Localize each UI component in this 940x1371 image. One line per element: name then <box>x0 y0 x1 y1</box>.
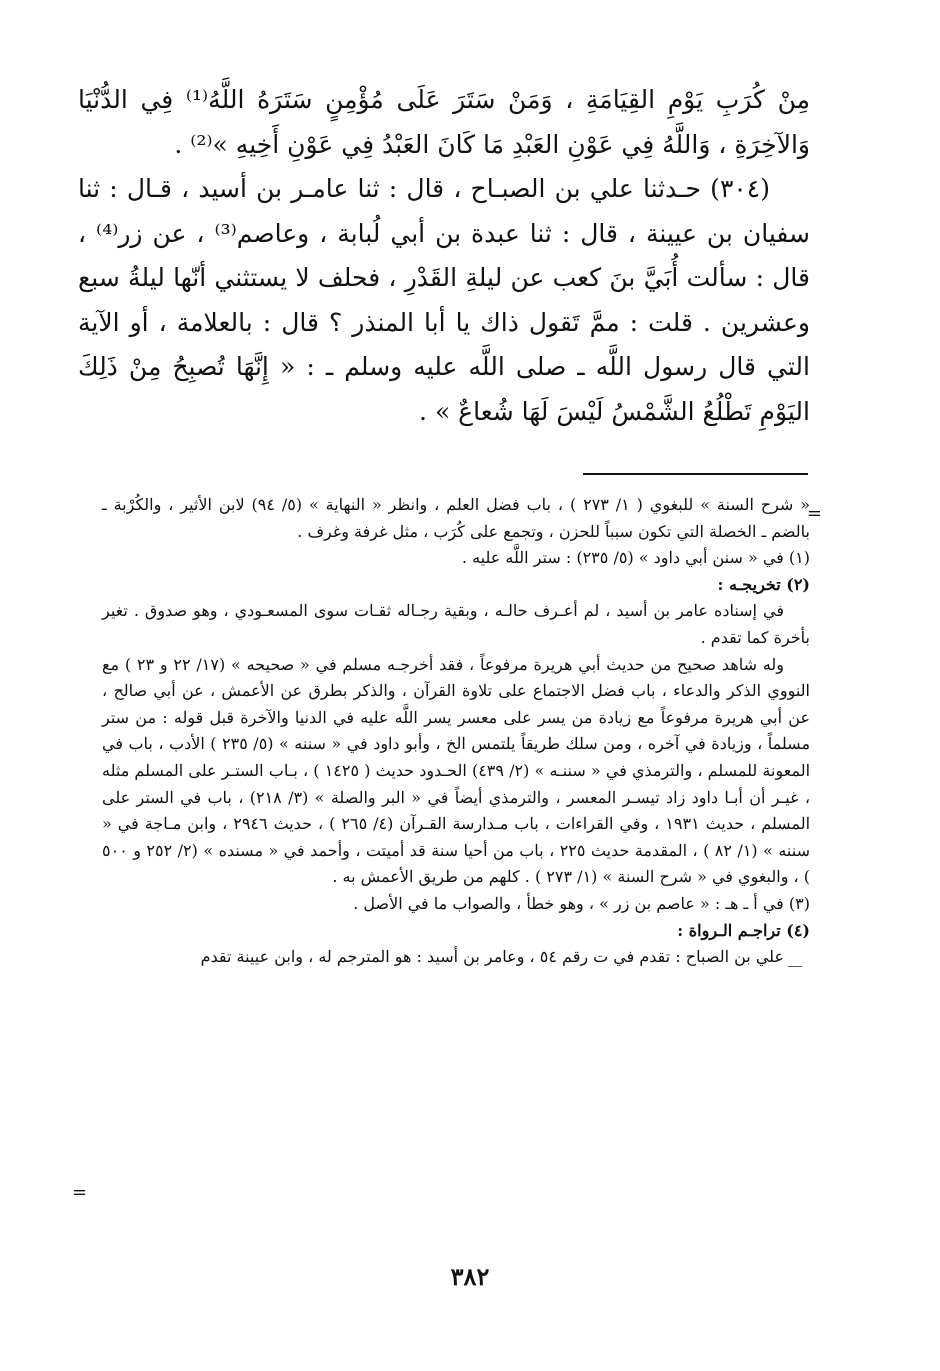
footnote-4-paragraph: علي بن الصباح : تقدم في ت رقم ٥٤ ، وعامر بن أسيد : هو المترجم له ، وابن عيينة تقدم <box>200 947 784 967</box>
page-number: ٣٨٢ <box>450 1262 490 1291</box>
footnote-continues-mark: = <box>72 1182 88 1203</box>
footnote-2-paragraph-1: في إسناده عامر بن أسيد ، لم أعـرف حالـه ، وبقية رجـاله ثقـات سوى المسعـودي ، وهو صدوق . تغير بأخرة كما تقدم . <box>102 601 810 647</box>
margin-dash-mark <box>788 966 802 967</box>
main-text-block <box>78 78 810 434</box>
hadith-304-paragraph: (٣٠٤) حـدثنا علي بن الصبـاح ، قال : ثنا عامـر بن أسيد ، قـال : ثنا سفيان بن عيينة ، قال : ثنا عبدة بن أبي لُبابة ، وعاصم⁽³⁾ ، عن زر⁽⁴⁾ ، قال : سألت أُبَيَّ بنَ كعب عن ليلةِ القَدْرِ ، فحلف لا يستثني أنّها ليلةُ سبع وعشرين . قلت : ممَّ تَقول ذاك يا أبا المنذر ؟ قال : بالعلامة ، أو الآية التي قال رسول اللَّه ـ صلى اللَّه عليه وسلم ـ : « إِنَّهَا تُصبِحُ مِنْ ذَلِكَ اليَوْمِ تَطْلُعُ الشَّمْسُ لَيْسَ لَهَا شُعاعٌ » . <box>78 174 810 426</box>
footnote-4-heading: (٤) تراجـم الـرواة : <box>677 920 810 940</box>
footnote-2-paragraph-2: وله شاهد صحيح من حديث أبي هريرة مرفوعاً ، فقد أخرجـه مسلم في « صحيحه » (١٧/ ٢٢ و ٢٣ ) مع النووي الذكر والدعاء ، باب فضل الاجتماع على تلاوة القرآن ، والذكر بطرق عن الأعمش ، عن أبي صالح ، عن أبي هريرة مرفوعاً مع زيادة من يسر على معسر يسر اللَّه عليه في الدنيا والآخرة قبل قوله : من ستر مسلماً ، وزيادة في آخره ، ومن سلك طريقاً يلتمس الخ ، وأبو داود في « سننه » (٥/ ٢٣٥ ) الأدب ، باب في المعونة للمسلم ، والترمذي في « سننـه » (٢/ ٤٣٩) الحـدود حديث ( ١٤٢٥ ) ، بـاب الستـر على المسلم مثله ، غيـر أن أبـا داود زاد تيسـر المعسر ، والترمذي أيضاً في « البر والصلة » (٣/ ٢١٨) ، باب في الستر على المسلم ، حديث ١٩٣١ ، وفي القراءات ، باب مـدارسة القـرآن (٤/ ٢٦٥ ) ، حديث ٢٩٤٦ ، وابن مـاجة في « سننه » (١/ ٨٢ ) ، المقدمة حديث ٢٢٥ ، باب من أحيا سنة قد أميتت ، وأحمد في « مسنده » (٢/ ٢٥٢ و ٥٠٠ ) ، والبغوي في « شرح السنة » (١/ ٢٧٣ ) . كلهم من طريق الأعمش به . <box>102 654 811 887</box>
footnote-3: (٣) في أ ـ هـ : « عاصم بن زر » ، وهو خطأ ، والصواب ما في الأصل . <box>353 893 810 913</box>
footnote-separator <box>583 473 808 475</box>
footnote-2-heading: (٢) تخريجـه : <box>717 574 810 594</box>
footnote-1: (١) في « سنن أبي داود » (٥/ ٢٣٥) : ستر اللَّه عليه . <box>461 548 810 568</box>
footnotes-block <box>102 492 810 971</box>
hadith-ending-paragraph: مِنْ كُرَبِ يَوْمِ القِيَامَةِ ، وَمَنْ سَتَرَ عَلَى مُؤْمِنٍ سَتَرَهُ اللَّهُ⁽¹⁾ فِي الدُّنْيَا وَالآخِرَةِ ، وَاللَّهُ فِي عَوْنِ العَبْدِ مَا كَانَ العَبْدُ فِي عَوْنِ أَخِيهِ »⁽²⁾ . <box>78 85 810 159</box>
footnote-continuation: « شرح السنة » للبغوي ( ١/ ٢٧٣ ) ، باب فضل العلم ، وانظر « النهاية » (٥/ ٩٤) لابن الأثير ، والكُرْبة ـ بالضم ـ الخصلة التي تكون سبباً للحزن ، وتجمع على كُرَب ، مثل غرفة وغرف . <box>102 495 811 541</box>
footnote-continuation-mark: = <box>806 503 822 524</box>
